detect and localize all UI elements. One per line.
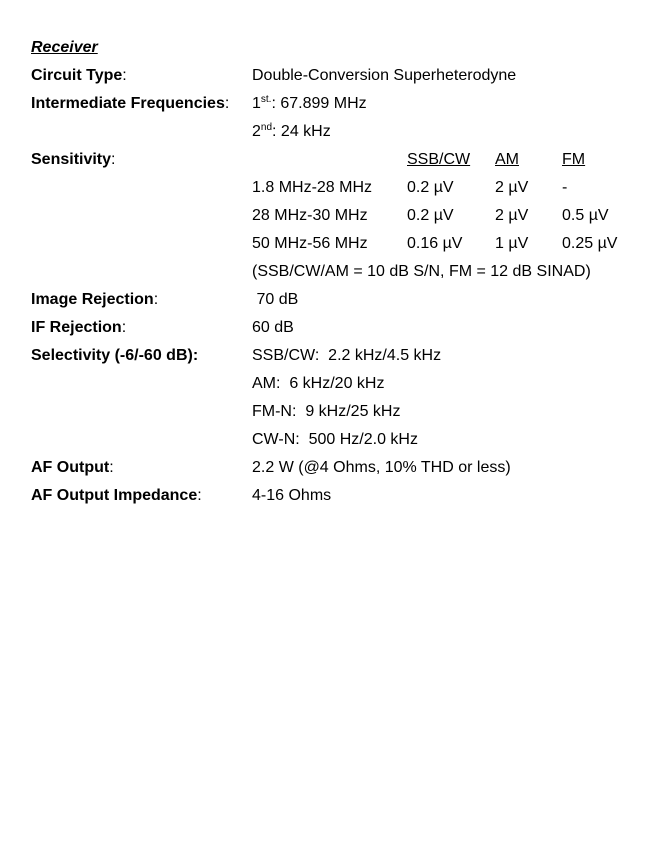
if-first-value: $1^{st.}$: 67.899 MHz bbox=[252, 94, 367, 112]
selectivity-row-2 bbox=[31, 374, 651, 402]
sensitivity-row bbox=[31, 178, 651, 206]
circuit-type-value: Double-Conversion Superheterodyne bbox=[252, 67, 517, 84]
circuit-type-label: Circuit Type: bbox=[31, 67, 127, 84]
sensitivity-label: Sensitivity: bbox=[31, 151, 116, 168]
af-output-label: AF Output: bbox=[31, 459, 114, 476]
selectivity-label: Selectivity (-6/-60 dB): bbox=[31, 347, 199, 364]
if-label: Intermediate Frequencies: bbox=[31, 95, 230, 112]
am-cell: 2 µV bbox=[495, 207, 529, 224]
if-second-value: 2nd: 24 kHz bbox=[252, 122, 331, 140]
af-impedance-label: AF Output Impedance: bbox=[31, 487, 202, 504]
band-cell: 28 MHz-30 MHz bbox=[252, 207, 368, 224]
band-cell: 50 MHz-56 MHz bbox=[252, 235, 368, 252]
selectivity-row-1 bbox=[31, 346, 651, 374]
af-output-value: 2.2 W (@4 Ohms, 10% THD or less) bbox=[252, 459, 511, 476]
sensitivity-note-row bbox=[31, 262, 651, 290]
image-rejection-label: Image Rejection: bbox=[31, 291, 159, 308]
image-rejection-value: 70 dB bbox=[252, 291, 299, 308]
fm-cell: 0.25 µV bbox=[562, 235, 618, 252]
selectivity-fm-n: FM-N: 9 kHz/25 kHz bbox=[252, 403, 401, 420]
sensitivity-header-row bbox=[31, 150, 651, 178]
sensitivity-row bbox=[31, 206, 651, 234]
circuit-type-row bbox=[31, 66, 651, 94]
af-output-row bbox=[31, 458, 651, 486]
fm-cell: - bbox=[562, 179, 568, 196]
section-title-row bbox=[31, 38, 651, 66]
am-cell: 1 µV bbox=[495, 235, 529, 252]
header-fm: FM bbox=[562, 151, 586, 168]
am-cell: 2 µV bbox=[495, 179, 529, 196]
ssb-cell: 0.2 µV bbox=[407, 207, 454, 224]
spec-sheet bbox=[31, 38, 651, 514]
header-ssb-cw: SSB/CW bbox=[407, 151, 471, 168]
selectivity-cw-n: CW-N: 500 Hz/2.0 kHz bbox=[252, 431, 418, 448]
if-row-1 bbox=[31, 94, 651, 122]
fm-cell: 0.5 µV bbox=[562, 207, 609, 224]
selectivity-am: AM: 6 kHz/20 kHz bbox=[252, 375, 385, 392]
image-rejection-row bbox=[31, 290, 651, 318]
ssb-cell: 0.16 µV bbox=[407, 235, 463, 252]
sensitivity-row bbox=[31, 234, 651, 262]
selectivity-row-4 bbox=[31, 430, 651, 458]
header-am: AM bbox=[495, 151, 519, 168]
if-rejection-label: IF Rejection: bbox=[31, 319, 127, 336]
selectivity-ssb-cw: SSB/CW: 2.2 kHz/4.5 kHz bbox=[252, 347, 442, 364]
ssb-cell: 0.2 µV bbox=[407, 179, 454, 196]
if-row-2 bbox=[31, 122, 651, 150]
if-rejection-value: 60 dB bbox=[252, 319, 294, 336]
af-impedance-value: 4-16 Ohms bbox=[252, 487, 332, 504]
band-cell: 1.8 MHz-28 MHz bbox=[252, 179, 373, 196]
section-title: Receiver bbox=[31, 39, 98, 56]
af-impedance-row bbox=[31, 486, 651, 514]
sensitivity-note: (SSB/CW/AM = 10 dB S/N, FM = 12 dB SINAD) bbox=[252, 263, 591, 280]
selectivity-row-3 bbox=[31, 402, 651, 430]
if-rejection-row bbox=[31, 318, 651, 346]
